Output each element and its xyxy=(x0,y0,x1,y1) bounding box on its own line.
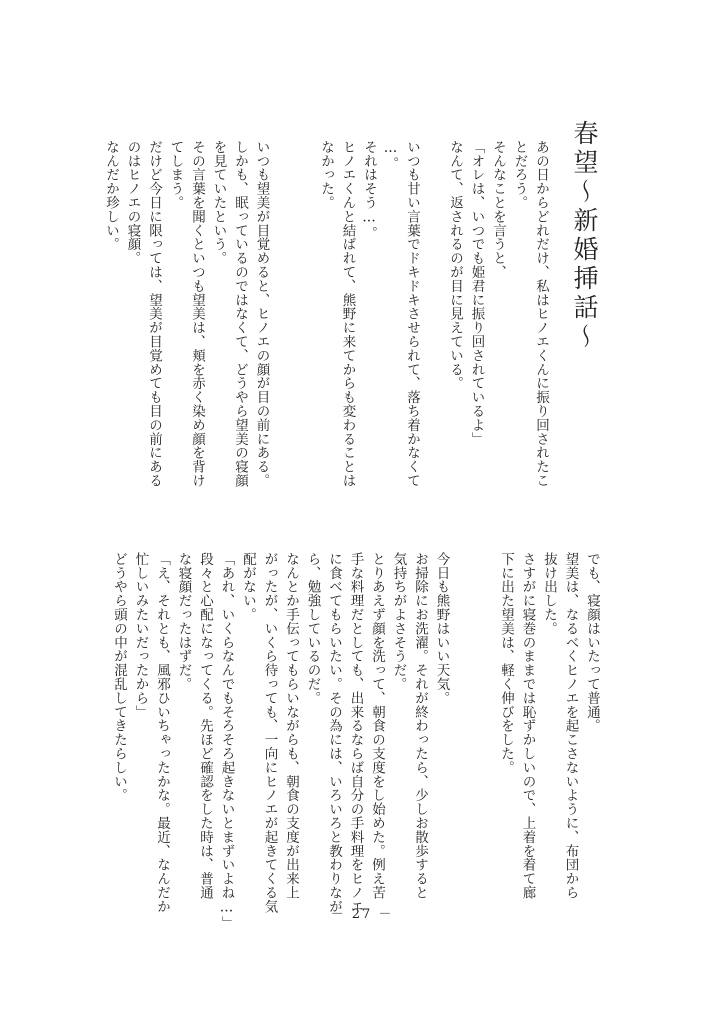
text-line: ら、勉強しているのだ。 xyxy=(304,552,321,705)
text-line: のはヒノエの寝顔。 xyxy=(124,140,141,266)
text-line xyxy=(422,140,444,510)
text-line: いつも望美が目覚めると、ヒノエの顔が目の前にある。 xyxy=(253,140,270,488)
chapter-title: 春望〜新婚挿話〜 xyxy=(570,120,599,352)
text-line: に食べてもらいたい。その為には、いろいろと教わりなが xyxy=(326,552,342,914)
text-line: お掃除にお洗濯。それが終わったら、少しお散歩すると xyxy=(412,552,428,900)
text-line: てしまう。 xyxy=(167,140,184,210)
text-line: ヒノエくんと結ばれて、熊野に来てからも変わることは xyxy=(339,140,356,488)
page-number: － 27 － xyxy=(330,907,394,922)
text-line xyxy=(473,552,495,892)
text-line: 「え、それとも、風邪ひいちゃったかな。最近、なんだか xyxy=(154,552,170,914)
text-line: 今日も熊野はいい天気。 xyxy=(433,552,450,705)
text-line: そんなことを言うと、 xyxy=(490,140,506,279)
text-line: 「あれ、いくらなんでもそろそろ起きないとまずいよね…」 xyxy=(218,552,235,930)
text-line: なんて、返されるのが目に見えている。 xyxy=(447,140,463,391)
text-line: なんだか珍しい。 xyxy=(103,140,119,252)
text-line: 抜け出した。 xyxy=(541,552,557,636)
text-line: その言葉を聞くといつも望美は、頬を赤く染め顔を背け xyxy=(189,140,205,488)
text-line: でも、寝顔はいたって普通。 xyxy=(584,552,600,733)
text-line: 段々と心配になってくる。先ほど確認をした時は、普通 xyxy=(197,552,213,900)
text-line: さすがに寝巻のままでは恥ずかしいので、上着を着て廊 xyxy=(519,552,536,900)
text-line: 下に出た望美は、軽く伸びをした。 xyxy=(498,552,514,775)
top-text-block xyxy=(100,140,552,510)
text-line: とりあえず顔を洗って、朝食の支度をし始めた。例え苦 xyxy=(369,552,385,900)
text-line: なかった。 xyxy=(318,140,334,210)
text-line: 望美は、なるべくヒノエを起こさないように、布団から xyxy=(562,552,579,900)
text-line: どうやら頭の中が混乱してきたらしい。 xyxy=(111,552,127,803)
text-line: とだろう。 xyxy=(511,140,528,210)
text-line: いつも甘い言葉でドキドキさせられて、落ち着かなくて xyxy=(404,140,420,488)
text-line: を見ていたという。 xyxy=(210,140,227,266)
text-line: 気持ちがよさそうだ。 xyxy=(390,552,407,691)
text-line: 手な料理だとしても、出来るならば自分の手料理をヒノエ xyxy=(347,552,364,914)
text-line xyxy=(293,140,315,510)
text-line: だけど今日に限っては、望美が目覚めても目の前にある xyxy=(146,140,162,488)
text-line: しかも、眠っているのではなくて、どうやら望美の寝顔 xyxy=(232,140,248,488)
text-line: なんとか手伝ってもらいながらも、朝食の支度が出来上 xyxy=(283,552,299,900)
text-line: な寝顔だったはずだ。 xyxy=(175,552,192,691)
text-line xyxy=(452,552,474,892)
text-line: あの日からどれだけ、私はヒノエくんに振り回されたこ xyxy=(533,140,549,488)
text-line: それはそう…。 xyxy=(361,140,377,240)
text-line: 「オレは、いつでも姫君に振り回されているよ」 xyxy=(468,140,485,446)
text-line: がったが、いくら待っても、一向にヒノエが起きてくる気 xyxy=(261,552,278,914)
text-line xyxy=(272,140,294,510)
text-line: 忙しいみたいだったから」 xyxy=(132,552,149,719)
text-line: 配がない。 xyxy=(240,552,256,622)
text-line: …。 xyxy=(382,140,399,171)
